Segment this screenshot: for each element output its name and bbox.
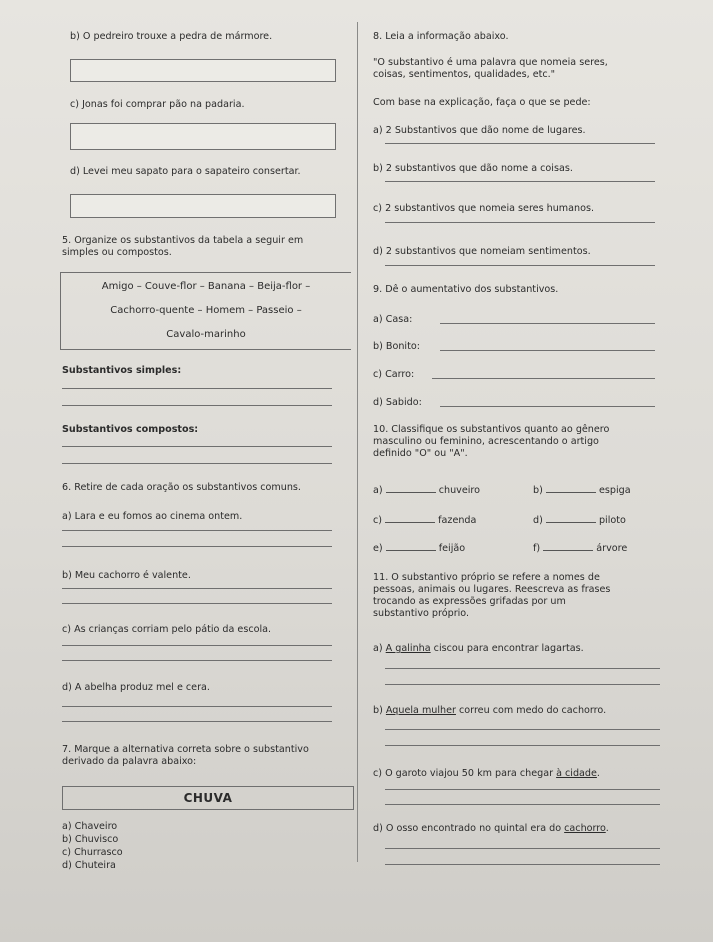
q10d-word: piloto — [598, 515, 626, 526]
answer-line-11d-2[interactable] — [385, 864, 660, 865]
question-6d: d) A abelha produz mel e cera. — [62, 682, 210, 693]
answer-line-9a[interactable] — [440, 323, 655, 324]
question-8c: c) 2 substantivos que nomeia seres humanos. — [373, 203, 595, 214]
answer-line-8c[interactable] — [385, 222, 655, 223]
answer-line-9c[interactable] — [432, 378, 655, 379]
q10c-word: fazenda — [438, 515, 477, 526]
q10a-word: chuveiro — [438, 485, 481, 496]
question-9c: c) Carro: — [373, 369, 415, 380]
question-11-line2: pessoas, animais ou lugares. Reescreva as frases — [373, 584, 611, 595]
q10d-row — [533, 513, 626, 527]
answer-box-4c[interactable] — [70, 123, 336, 150]
q10b-blank[interactable] — [546, 483, 596, 493]
question-6b: b) Meu cachorro é valente. — [62, 570, 191, 581]
answer-line-6d-1[interactable] — [62, 706, 332, 707]
question-9a: a) Casa: — [373, 314, 413, 325]
question-5-line1: 5. Organize os substantivos da tabela a seguir em — [62, 235, 304, 246]
question-11-line4: substantivo próprio. — [373, 608, 470, 619]
question-11-line3: trocando as expressões grifadas por um — [373, 596, 566, 607]
question-11b — [373, 705, 606, 717]
q10a-blank[interactable] — [386, 483, 436, 493]
question-6a: a) Lara e eu fomos ao cinema ontem. — [62, 511, 243, 522]
question-6: 6. Retire de cada oração os substantivos comuns. — [62, 482, 301, 493]
q10c-blank[interactable] — [385, 513, 435, 523]
question-10-line1: 10. Classifique os substantivos quanto ao gênero — [373, 424, 610, 435]
question-9b: b) Bonito: — [373, 341, 420, 352]
compostos-heading: Substantivos compostos: — [62, 424, 199, 435]
q10f-label: f) — [533, 543, 541, 554]
table-row-3: Cavalo-marinho — [166, 329, 246, 340]
column-divider — [357, 22, 358, 862]
option-7b[interactable]: b) Chuvisco — [62, 834, 119, 845]
answer-line-11a-1[interactable] — [385, 668, 660, 669]
q10e-label: e) — [373, 543, 383, 554]
question-9d: d) Sabido: — [373, 397, 422, 408]
answer-line-11b-1[interactable] — [385, 729, 660, 730]
question-8b: b) 2 substantivos que dão nome a coisas. — [373, 163, 573, 174]
answer-line-11a-2[interactable] — [385, 684, 660, 685]
table-row-2: Cachorro-quente – Homem – Passeio – — [110, 305, 302, 316]
answer-line-9b[interactable] — [440, 350, 655, 351]
q10d-label: d) — [533, 515, 543, 526]
answer-line-6b-2[interactable] — [62, 603, 332, 604]
q10a-row — [373, 483, 480, 497]
q10f-word: árvore — [596, 543, 628, 554]
table-row-1: Amigo – Couve-flor – Banana – Beija-flor – — [101, 281, 311, 292]
q11a-suffix: ciscou para encontrar lagartas. — [430, 643, 584, 654]
simples-heading: Substantivos simples: — [62, 365, 182, 376]
question-7-line1: 7. Marque a alternativa correta sobre o substantivo — [62, 744, 309, 755]
question-4c: c) Jonas foi comprar pão na padaria. — [70, 99, 245, 110]
question-9-title: 9. Dê o aumentativo dos substantivos. — [373, 284, 559, 295]
answer-line-6b-1[interactable] — [62, 588, 332, 589]
q11a-underlined: A galinha — [385, 643, 431, 654]
q11c-underlined: à cidade — [556, 768, 597, 779]
question-10-line2: masculino ou feminino, acrescentando o artigo — [373, 436, 599, 447]
q11d-prefix: d) O osso encontrado no quintal era do — [373, 823, 565, 834]
q10e-blank[interactable] — [386, 541, 436, 551]
question-4b: b) O pedreiro trouxe a pedra de mármore. — [70, 31, 273, 42]
question-8-title: 8. Leia a informação abaixo. — [373, 31, 509, 42]
question-7-line2: derivado da palavra abaixo: — [62, 756, 197, 767]
answer-line-6a-2[interactable] — [62, 546, 332, 547]
q10c-row — [373, 513, 476, 527]
answer-line-9d[interactable] — [440, 406, 655, 407]
answer-line-11b-2[interactable] — [385, 745, 660, 746]
word-box-chuva: CHUVA — [62, 786, 354, 810]
q11d-underlined: cachorro — [564, 823, 606, 834]
question-4d: d) Levei meu sapato para o sapateiro consertar. — [70, 166, 301, 177]
option-7d[interactable]: d) Chuteira — [62, 860, 116, 871]
q11c-prefix: c) O garoto viajou 50 km para chegar — [373, 768, 557, 779]
answer-line-8a[interactable] — [385, 143, 655, 144]
answer-line-11c-2[interactable] — [385, 804, 660, 805]
answer-line-8b[interactable] — [385, 181, 655, 182]
answer-line-6a-1[interactable] — [62, 530, 332, 531]
question-11c — [373, 768, 600, 780]
question-8-quote-line1: "O substantivo é uma palavra que nomeia seres, — [373, 57, 608, 68]
answer-line-6d-2[interactable] — [62, 721, 332, 722]
question-11-line1: 11. O substantivo próprio se refere a nomes de — [373, 572, 600, 583]
answer-line-simples-1[interactable] — [62, 388, 332, 389]
q10c-label: c) — [373, 515, 383, 526]
answer-line-11d-1[interactable] — [385, 848, 660, 849]
q11b-prefix: b) — [373, 705, 386, 716]
option-7a[interactable]: a) Chaveiro — [62, 821, 118, 832]
question-11a — [373, 643, 584, 655]
q10f-blank[interactable] — [543, 541, 593, 551]
q11d-suffix: . — [605, 823, 609, 834]
question-8d: d) 2 substantivos que nomeiam sentimentos. — [373, 246, 591, 257]
q10b-word: espiga — [598, 485, 631, 496]
option-7c[interactable]: c) Churrasco — [62, 847, 123, 858]
q10e-word: feijão — [438, 543, 466, 554]
q10b-label: b) — [533, 485, 543, 496]
q11a-prefix: a) — [373, 643, 386, 654]
q11b-underlined: Aquela mulher — [385, 705, 456, 716]
q11c-suffix: . — [596, 768, 600, 779]
answer-line-simples-2[interactable] — [62, 405, 332, 406]
answer-line-11c-1[interactable] — [385, 789, 660, 790]
question-8-intro: Com base na explicação, faça o que se pede: — [373, 97, 591, 108]
nouns-table — [60, 272, 351, 350]
question-5-line2: simples ou compostos. — [62, 247, 172, 258]
question-11d — [373, 823, 609, 835]
q10b-row — [533, 483, 631, 497]
question-8a: a) 2 Substantivos que dão nome de lugares. — [373, 125, 586, 136]
q10f-row — [533, 541, 627, 555]
answer-line-8d[interactable] — [385, 265, 655, 266]
q10e-row — [373, 541, 465, 555]
answer-line-6c-2[interactable] — [62, 660, 332, 661]
answer-line-compostos-1[interactable] — [62, 446, 332, 447]
q11b-suffix: correu com medo do cachorro. — [455, 705, 607, 716]
question-8-quote-line2: coisas, sentimentos, qualidades, etc." — [373, 69, 556, 80]
question-6c: c) As crianças corriam pelo pátio da escola. — [62, 624, 272, 635]
answer-line-compostos-2[interactable] — [62, 463, 332, 464]
answer-line-6c-1[interactable] — [62, 645, 332, 646]
q10a-label: a) — [373, 485, 383, 496]
q10d-blank[interactable] — [546, 513, 596, 523]
question-10-line3: definido "O" ou "A". — [373, 448, 468, 459]
answer-box-4b[interactable] — [70, 59, 336, 82]
answer-box-4d[interactable] — [70, 194, 336, 218]
